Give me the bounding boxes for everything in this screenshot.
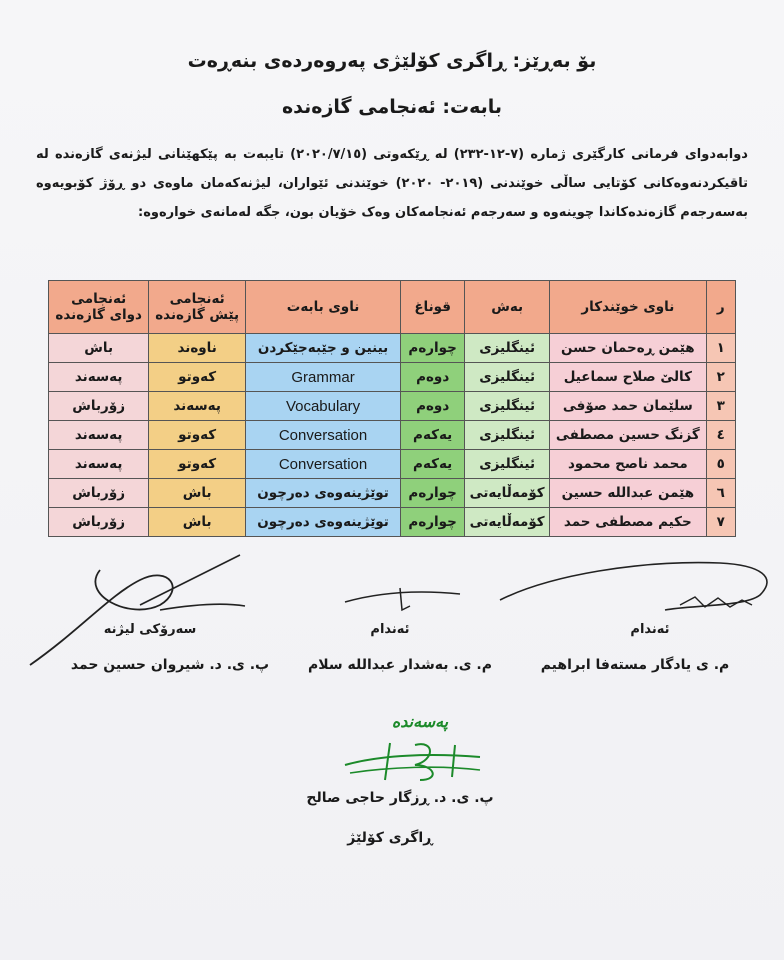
table-row [49, 334, 736, 363]
dean-signature-scribble [340, 735, 490, 785]
cell-department: کۆمەڵایەتی [465, 508, 550, 537]
cell-result-before: پەسەند [149, 392, 246, 421]
cell-result-before: کەوتو [149, 363, 246, 392]
cell-number: ٣ [706, 392, 735, 421]
cell-result-after: زۆرباش [49, 392, 149, 421]
cell-number: ٦ [706, 479, 735, 508]
table-header-row [49, 281, 736, 334]
header-result-before: ئەنجامی پێش گازەندە [149, 281, 246, 334]
cell-subject: توێژینەوەی دەرچون [246, 508, 401, 537]
dean-name: پ. ی. د. ڕزگار حاجی صالح [306, 790, 494, 806]
cell-department: ئینگلیزی [465, 450, 550, 479]
header-student-name: ناوی خوێندکار [550, 281, 707, 334]
cell-stage: یەکەم [401, 421, 465, 450]
cell-stage: یەکەم [401, 450, 465, 479]
header-number: ر [706, 281, 735, 334]
cell-result-after: باش [49, 334, 149, 363]
cell-result-before: ناوەند [149, 334, 246, 363]
member-middle-name: م. ی. بەشدار عبداللە سلام [308, 657, 492, 673]
signature-middle-scribble [340, 580, 470, 620]
signature-right-scribble [490, 555, 780, 625]
grades-table [48, 280, 736, 537]
cell-result-before: باش [149, 508, 246, 537]
cell-department: ئینگلیزی [465, 334, 550, 363]
body-paragraph: دوابەدوای فرمانی کارگێری ژمارە (٧-١٢-٢٣٢) لە ڕێکەوتی (٢٠٢٠/٧/١٥) تایبەت بە پێکهێنانی لیژنەی گازەندە لە تاقیکردنەوەکانی کۆتایی ساڵی خوێندنی (٢٠١٩- ٢٠٢٠) خوێندنی ئێواران، لیژنەکەمان ماوەی دو ڕۆژ کۆبویەوە بەسەرجەم گازەندەکاندا چوینەوە و سەرجەم ئەنجامەکان وەک خۆیان بون، جگە لەمانەی خوارەوە: [36, 147, 749, 220]
member-right-role: ئەندام [630, 622, 670, 637]
cell-department: ئینگلیزی [465, 421, 550, 450]
cell-student-name: کالێ صلاح سماعیل [550, 363, 707, 392]
member-right-name: م. ی یادگار مستەفا ابراهیم [540, 657, 730, 673]
cell-student-name: حکیم مصطفی حمد [550, 508, 707, 537]
dean-role: ڕاگری کۆلێژ [347, 830, 433, 846]
signature-head-scribble [20, 550, 250, 670]
cell-result-before: کەوتو [149, 421, 246, 450]
header-result-after: ئەنجامی دوای گازەندە [49, 281, 149, 334]
cell-stage: دوەم [401, 363, 465, 392]
cell-result-after: پەسەند [49, 363, 149, 392]
header-stage: قوناغ [401, 281, 465, 334]
cell-student-name: محمد ناصح محمود [550, 450, 707, 479]
table-row [49, 479, 736, 508]
cell-student-name: سلێمان حمد صۆفی [550, 392, 707, 421]
cell-subject: توێژینەوەی دەرچون [246, 479, 401, 508]
cell-student-name: هێمن عبداللە حسین [550, 479, 707, 508]
cell-subject: بینین و جێبەجێکردن [246, 334, 401, 363]
cell-subject: Conversation [246, 421, 401, 450]
cell-subject: Conversation [246, 450, 401, 479]
cell-stage: دوەم [401, 392, 465, 421]
table-row [49, 450, 736, 479]
subject-line: بابەت: ئەنجامی گازەندە [281, 96, 503, 118]
cell-number: ٤ [706, 421, 735, 450]
dean-approval-note: پەسەندە [391, 712, 449, 731]
cell-result-before: باش [149, 479, 246, 508]
head-name: پ. ی. د. شیروان حسین حمد [70, 657, 270, 673]
cell-result-after: زۆرباش [49, 508, 149, 537]
cell-number: ٧ [706, 508, 735, 537]
cell-result-after: زۆرباش [49, 479, 149, 508]
cell-number: ٢ [706, 363, 735, 392]
cell-number: ٥ [706, 450, 735, 479]
head-role: سەرۆکی لیژنە [103, 622, 197, 637]
cell-student-name: گزنگ حسین مصطفی [550, 421, 707, 450]
table-row [49, 508, 736, 537]
cell-department: کۆمەڵایەتی [465, 479, 550, 508]
cell-subject: Grammar [246, 363, 401, 392]
table-row [49, 363, 736, 392]
member-middle-role: ئەندام [370, 622, 410, 637]
cell-department: ئینگلیزی [465, 363, 550, 392]
cell-student-name: هێمن ڕەحمان حسن [550, 334, 707, 363]
cell-stage: چوارەم [401, 479, 465, 508]
cell-stage: چوارەم [401, 508, 465, 537]
cell-result-after: پەسەند [49, 421, 149, 450]
header-subject: ناوی بابەت [246, 281, 401, 334]
cell-result-after: پەسەند [49, 450, 149, 479]
header-department: بەش [465, 281, 550, 334]
cell-number: ١ [706, 334, 735, 363]
cell-stage: چوارەم [401, 334, 465, 363]
cell-result-before: کەوتو [149, 450, 246, 479]
cell-department: ئینگلیزی [465, 392, 550, 421]
cell-subject: Vocabulary [246, 392, 401, 421]
table-row [49, 392, 736, 421]
table-row [49, 421, 736, 450]
addressee-line: بۆ بەڕێز: ڕاگری کۆلێژی پەروەردەی بنەڕەت [187, 50, 597, 72]
